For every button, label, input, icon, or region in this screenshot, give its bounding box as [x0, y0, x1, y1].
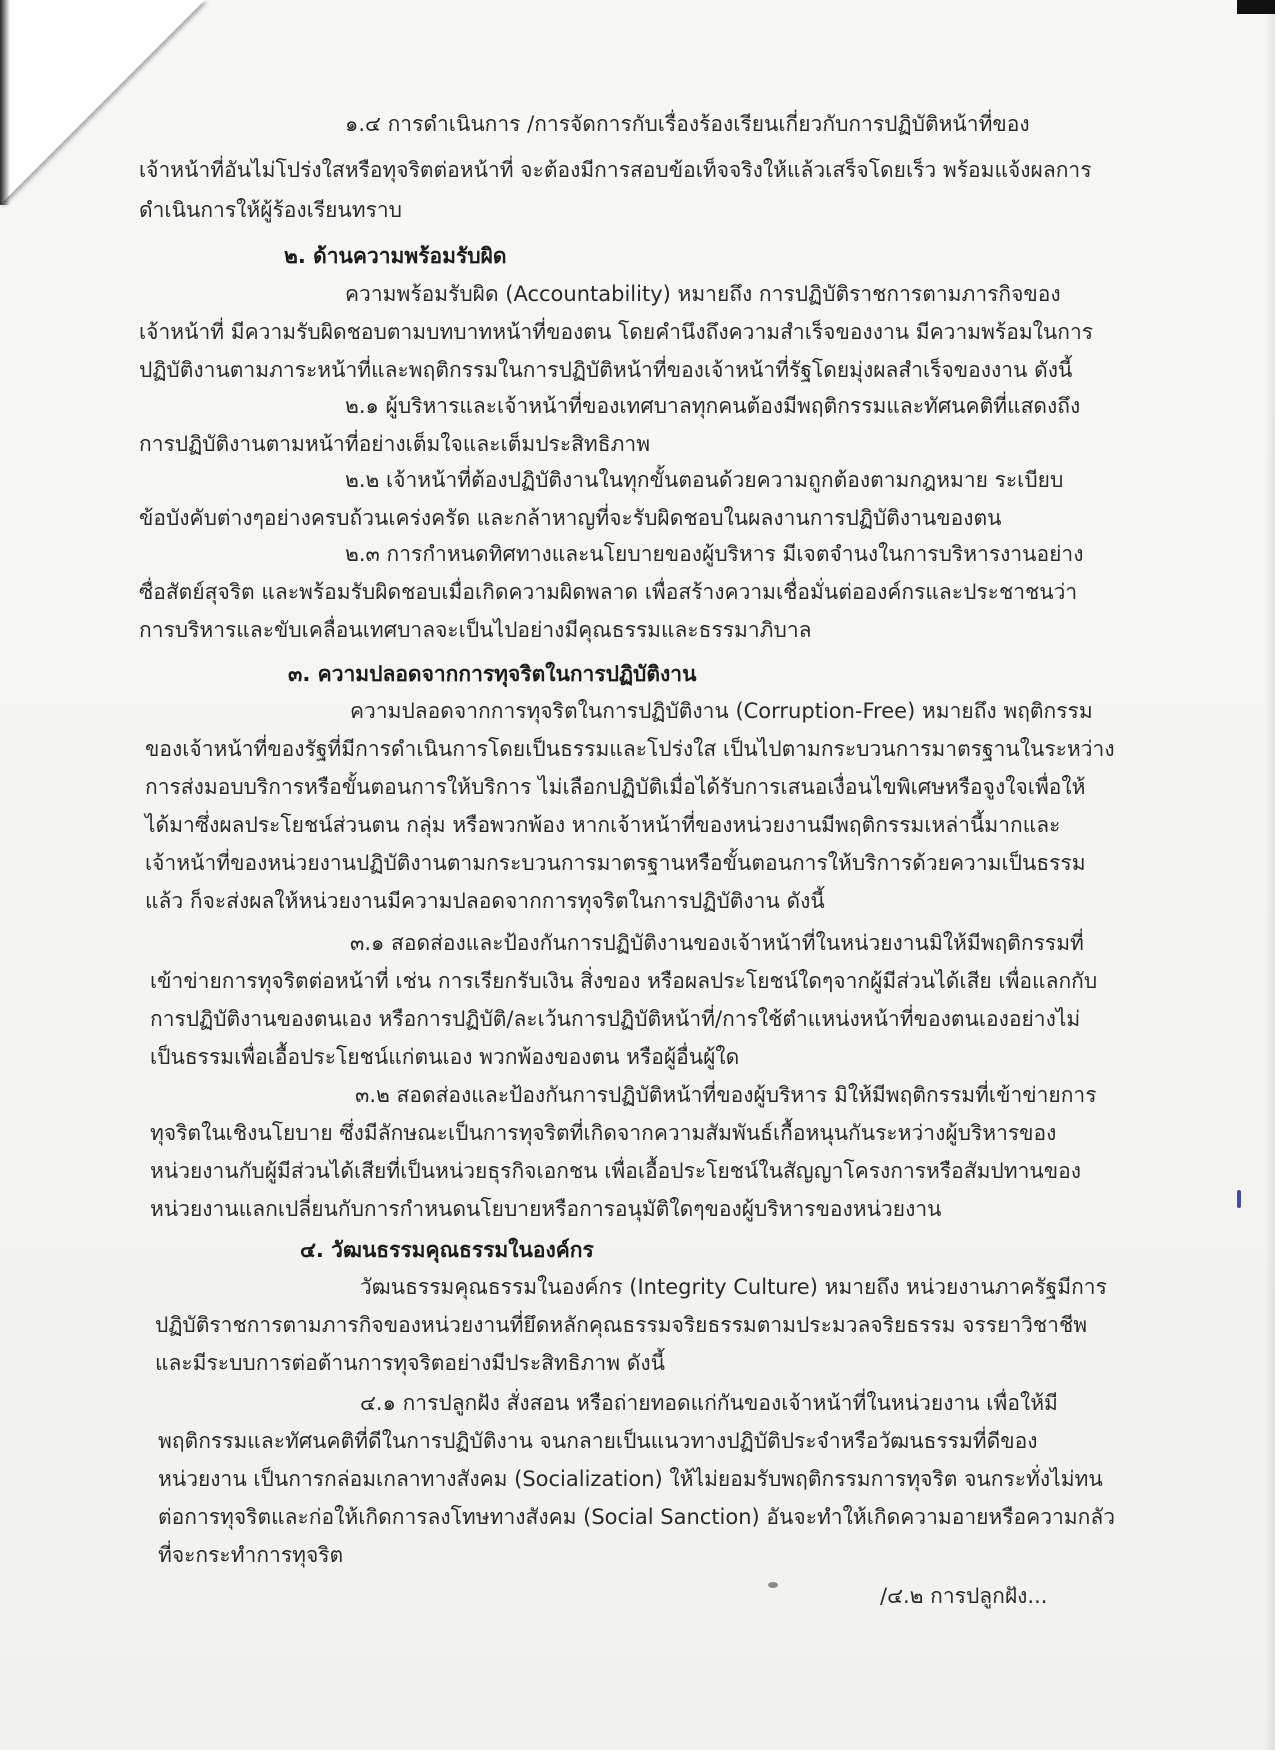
ink-smudge [768, 1582, 778, 1588]
folded-corner-shadow [0, 0, 10, 205]
section-4-1-line-3: หน่วยงาน เป็นการกล่อมเกลาทางสังคม (Socialization) ให้ไม่ยอมรับพฤติกรรมการทุจริต จนกระทั่งไม่ทน [158, 1467, 1103, 1491]
section-1-4-line-3: ดำเนินการให้ผู้ร้องเรียนทราบ [139, 198, 403, 222]
section-4-intro-line-2: ปฏิบัติราชการตามภารกิจของหน่วยงานที่ยึดหลักคุณธรรมจริยธรรมตามประมวลจริยธรรม จรรยาวิชาชีพ [155, 1313, 1088, 1337]
section-4-1-line-2: พฤติกรรมและทัศนคติที่ดีในการปฏิบัติงาน จนกลายเป็นแนวทางปฏิบัติประจำหรือวัฒนธรรมที่ดีของ [158, 1429, 1038, 1453]
section-2-3-line-1: ๒.๓ การกำหนดทิศทางและนโยบายของผู้บริหาร มีเจตจำนงในการบริหารงานอย่าง [345, 542, 1084, 566]
section-2-3-line-3: การบริหารและขับเคลื่อนเทศบาลจะเป็นไปอย่างมีคุณธรรมและธรรมาภิบาล [139, 618, 812, 642]
section-3-intro-line-4: ได้มาซึ่งผลประโยชน์ส่วนตน กลุ่ม หรือพวกพ้อง หากเจ้าหน้าที่ของหน่วยงานมีพฤติกรรมเหล่านี้มากและ [145, 813, 1061, 837]
section-2-intro-line-3: ปฏิบัติงานตามภาระหน้าที่และพฤติกรรมในการปฏิบัติหน้าที่ของเจ้าหน้าที่รัฐโดยมุ่งผลสำเร็จของงาน ดังนี้ [139, 358, 1073, 382]
section-4-1-line-1: ๔.๑ การปลูกฝัง สั่งสอน หรือถ่ายทอดแก่กันของเจ้าหน้าที่ในหน่วยงาน เพื่อให้มี [360, 1391, 1058, 1415]
section-3-1-line-3: การปฏิบัติงานของตนเอง หรือการปฏิบัติ/ละเว้นการปฏิบัติหน้าที่/การใช้ตำแหน่งหน้าที่ของตนเองอย่างไม่ [150, 1007, 1081, 1031]
section-2-heading: ๒. ด้านความพร้อมรับผิด [284, 244, 507, 268]
section-4-1-line-5: ที่จะกระทำการทุจริต [158, 1543, 344, 1567]
section-2-3-line-2: ซื่อสัตย์สุจริต และพร้อมรับผิดชอบเมื่อเกิดความผิดพลาด เพื่อสร้างความเชื่อมั่นต่อองค์กรและประชาชนว่า [139, 580, 1078, 604]
section-3-1-line-2: เข้าข่ายการทุจริตต่อหน้าที่ เช่น การเรียกรับเงิน สิ่งของ หรือผลประโยชน์ใดๆจากผู้มีส่วนได้เสีย เพื่อแลกกับ [150, 969, 1098, 993]
section-2-1-line-2: การปฏิบัติงานตามหน้าที่อย่างเต็มใจและเต็มประสิทธิภาพ [139, 432, 651, 456]
section-3-1-line-1: ๓.๑ สอดส่องและป้องกันการปฏิบัติงานของเจ้าหน้าที่ในหน่วยงานมิให้มีพฤติกรรมที่ [350, 931, 1084, 955]
section-3-intro-line-2: ของเจ้าหน้าที่ของรัฐที่มีการดำเนินการโดยเป็นธรรมและโปร่งใส เป็นไปตามกระบวนการมาตรฐานในระหว่าง [145, 737, 1115, 761]
section-4-intro-line-1: วัฒนธรรมคุณธรรมในองค์กร (Integrity Culture) หมายถึง หน่วยงานภาครัฐมีการ [360, 1275, 1107, 1299]
continuation-note: /๔.๒ การปลูกฝัง... [880, 1584, 1048, 1608]
pen-mark [1237, 1190, 1241, 1208]
section-2-intro-line-2: เจ้าหน้าที่ มีความรับผิดชอบตามบทบาทหน้าที่ของตน โดยคำนึงถึงความสำเร็จของงาน มีความพร้อมในการ [139, 320, 1094, 344]
section-2-1-line-1: ๒.๑ ผู้บริหารและเจ้าหน้าที่ของเทศบาลทุกคนต้องมีพฤติกรรมและทัศนคติที่แสดงถึง [345, 394, 1081, 418]
section-3-2-line-1: ๓.๒ สอดส่องและป้องกันการปฏิบัติหน้าที่ของผู้บริหาร มิให้มีพฤติกรรมที่เข้าข่ายการ [355, 1083, 1097, 1107]
section-3-intro-line-5: เจ้าหน้าที่ของหน่วยงานปฏิบัติงานตามกระบวนการมาตรฐานหรือขั้นตอนการให้บริการด้วยความเป็นธรรม [145, 851, 1086, 875]
section-3-intro-line-3: การส่งมอบบริการหรือขั้นตอนการให้บริการ ไม่เลือกปฏิบัติเมื่อได้รับการเสนอเงื่อนไขพิเศษหรือจูงใจเพื่อให้ [145, 775, 1086, 799]
section-4-1-line-4: ต่อการทุจริตและก่อให้เกิดการลงโทษทางสังคม (Social Sanction) อันจะทำให้เกิดความอายหรือความกลัว [158, 1505, 1115, 1529]
section-2-2-line-2: ข้อบังคับต่างๆอย่างครบถ้วนเคร่งครัด และกล้าหาญที่จะรับผิดชอบในผลงานการปฏิบัติงานของตน [139, 506, 1002, 530]
section-3-intro-line-6: แล้ว ก็จะส่งผลให้หน่วยงานมีความปลอดจากการทุจริตในการปฏิบัติงาน ดังนี้ [145, 889, 825, 913]
section-1-4-line-2: เจ้าหน้าที่อันไม่โปร่งใสหรือทุจริตต่อหน้าที่ จะต้องมีการสอบข้อเท็จจริงให้แล้วเสร็จโดยเร็ว พร้อมแจ้งผลการ [139, 158, 1092, 182]
page-edge-shadow [1265, 0, 1275, 1750]
section-3-2-line-4: หน่วยงานแลกเปลี่ยนกับการกำหนดนโยบายหรือการอนุมัติใดๆของผู้บริหารของหน่วยงาน [150, 1197, 942, 1221]
section-2-2-line-1: ๒.๒ เจ้าหน้าที่ต้องปฏิบัติงานในทุกขั้นตอนด้วยความถูกต้องตามกฎหมาย ระเบียบ [345, 468, 1064, 492]
section-1-4-line-1: ๑.๔ การดำเนินการ /การจัดการกับเรื่องร้องเรียนเกี่ยวกับการปฏิบัติหน้าที่ของ [345, 112, 1030, 136]
section-4-heading: ๔. วัฒนธรรมคุณธรรมในองค์กร [300, 1238, 594, 1262]
section-3-heading: ๓. ความปลอดจากการทุจริตในการปฏิบัติงาน [288, 662, 697, 686]
section-2-intro-line-1: ความพร้อมรับผิด (Accountability) หมายถึง การปฏิบัติราชการตามภารกิจของ [345, 282, 1061, 306]
section-3-2-line-3: หน่วยงานกับผู้มีส่วนได้เสียที่เป็นหน่วยธุรกิจเอกชน เพื่อเอื้อประโยชน์ในสัญญาโครงการหรือสัมปทานของ [150, 1159, 1081, 1183]
section-3-2-line-2: ทุจริตในเชิงนโยบาย ซึ่งมีลักษณะเป็นการทุจริตที่เกิดจากความสัมพันธ์เกื้อหนุนกันระหว่างผู้บริหารของ [150, 1121, 1057, 1145]
section-3-intro-line-1: ความปลอดจากการทุจริตในการปฏิบัติงาน (Corruption-Free) หมายถึง พฤติกรรม [350, 699, 1093, 723]
section-4-intro-line-3: และมีระบบการต่อต้านการทุจริตอย่างมีประสิทธิภาพ ดังนี้ [155, 1351, 665, 1375]
section-3-1-line-4: เป็นธรรมเพื่อเอื้อประโยชน์แก่ตนเอง พวกพ้องของตน หรือผู้อื่นผู้ใด [150, 1045, 740, 1069]
